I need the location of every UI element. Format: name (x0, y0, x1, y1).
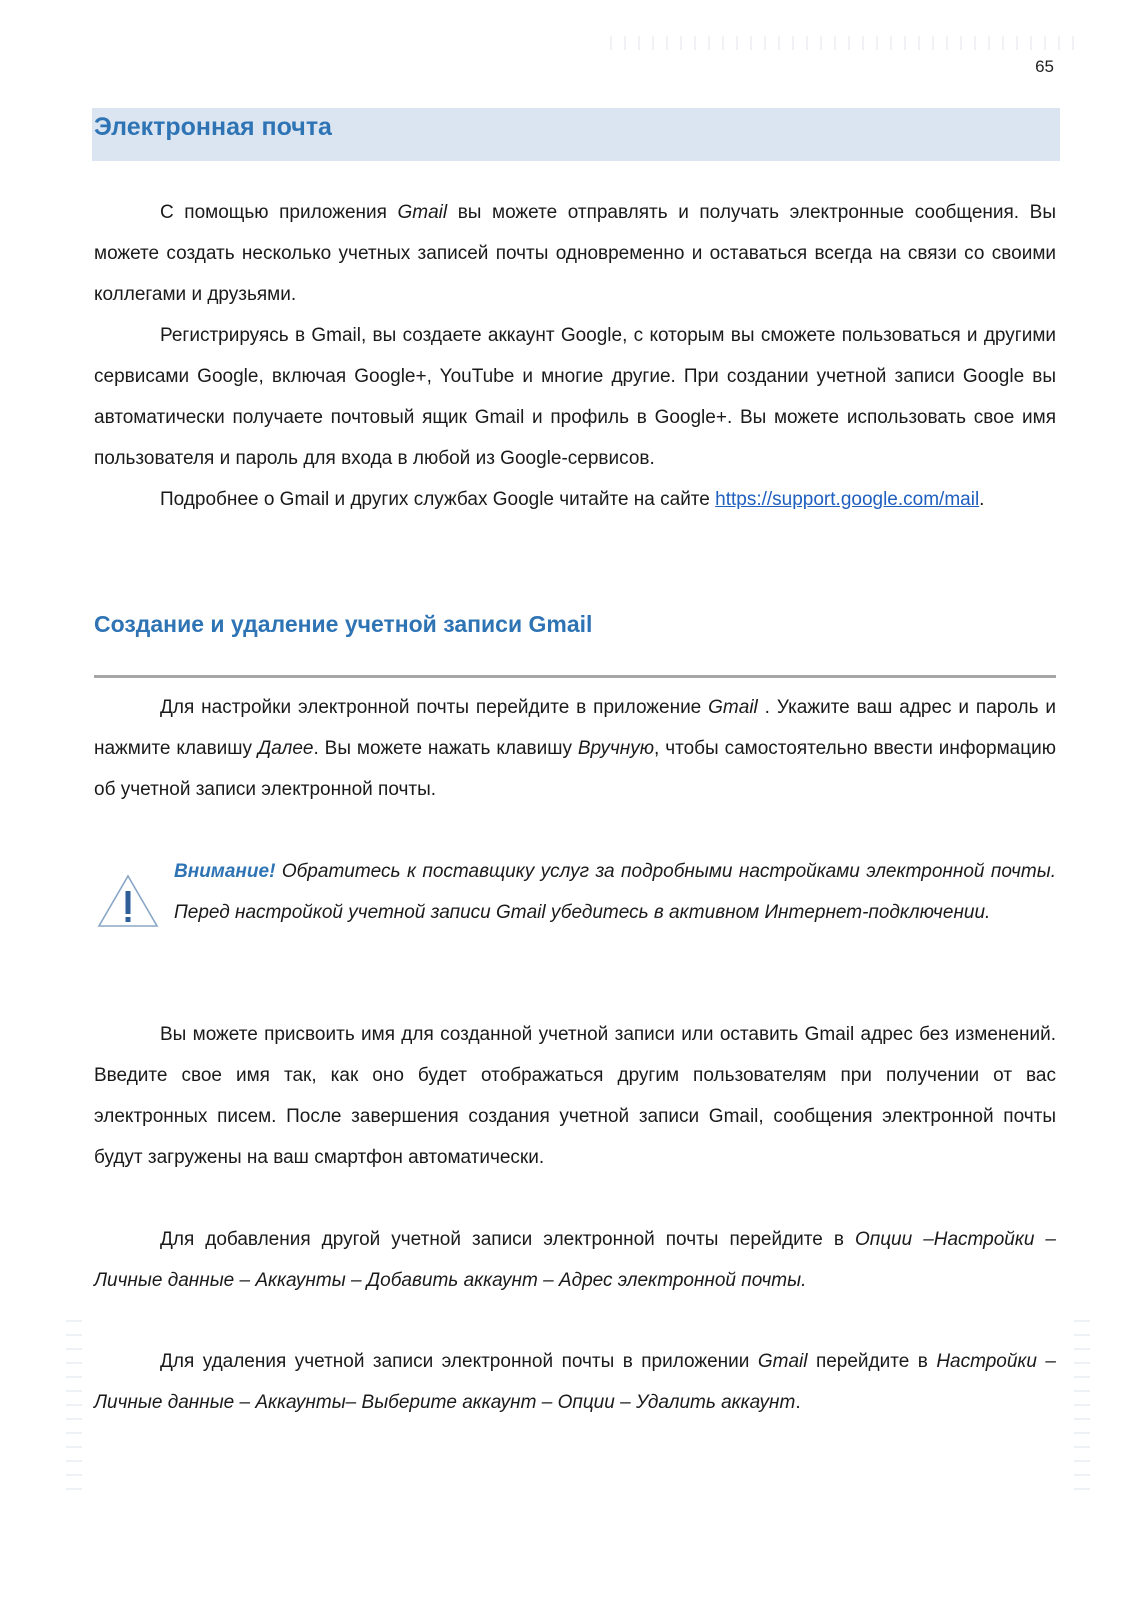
setup-paragraph: Для настройки электронной почты перейдите в приложение Gmail . Укажите ваш адрес и пароль и нажмите клавишу Далее. Вы можете нажать клавишу Вручную, чтобы самостоятельно ввести информацию об учетной записи электронной почты. (94, 697, 1057, 800)
delete-account-path: Настройки – Личные данные – Аккаунты– Выберите аккаунт – Опции – Удалить аккаунт (94, 1351, 1056, 1413)
page-number: 65 (1035, 57, 1054, 76)
intro-paragraph-3: Подробнее о Gmail и других службах Google читайте на сайте https://support.google.com/mail. (160, 489, 985, 510)
warning-label: Внимание! (174, 861, 276, 882)
decorative-pattern-right (1074, 1320, 1090, 1490)
add-account-paragraph: Для добавления другой учетной записи электронной почты перейдите в Опции –Настройки – Личные данные – Аккаунты – Добавить аккаунт – Адрес электронной почты. (94, 1229, 1056, 1291)
section-title: Электронная почта (94, 113, 332, 141)
setup-block (94, 687, 1056, 810)
subsection-divider (94, 675, 1056, 678)
decorative-pattern-top (610, 36, 1080, 50)
app-name-gmail: Gmail (397, 202, 448, 223)
intro-block (94, 192, 1056, 520)
naming-paragraph: Вы можете присвоить имя для созданной учетной записи или оставить Gmail адрес без изменений. Введите свое имя так, как оно будет отображаться другим пользователям при получении от вас электронных писем. После завершения создания учетной записи Gmail, сообщения электронной почты будут загружены на ваш смартфон автоматически. (94, 1024, 1056, 1168)
decorative-pattern-left (66, 1320, 82, 1490)
naming-block (94, 1014, 1056, 1178)
subsection-title: Создание и удаление учетной записи Gmail (94, 611, 593, 637)
support-link[interactable]: https://support.google.com/mail (715, 489, 980, 510)
add-account-path: Опции –Настройки – Личные данные – Аккаунты – Добавить аккаунт – Адрес электронной почты. (94, 1229, 1056, 1291)
add-account-block (94, 1219, 1056, 1301)
delete-account-block (94, 1341, 1056, 1423)
delete-account-paragraph: Для удаления учетной записи электронной почты в приложении Gmail перейдите в Настройки – Личные данные – Аккаунты– Выберите аккаунт – Опции – Удалить аккаунт. (94, 1351, 1056, 1413)
intro-paragraph-2: Регистрируясь в Gmail, вы создаете аккаунт Google, с которым вы сможете пользоваться и другими сервисами Google, включая Google+, YouTube и многие другие. При создании учетной записи Google вы автоматически получаете почтовый ящик Gmail и профиль в Google+. Вы можете использовать свое имя пользователя и пароль для входа в любой из Google-сервисов. (94, 325, 1056, 469)
warning-block (94, 851, 1056, 933)
warning-text: Обратитесь к поставщику услуг за подробными настройками электронной почты. Перед настройкой учетной записи Gmail убедитесь в активном Интернет-подключении. (174, 861, 1056, 923)
intro-paragraph-1: С помощью приложения Gmail вы можете отправлять и получать электронные сообщения. Вы можете создать несколько учетных записей почты одновременно и оставаться всегда на связи со своими коллегами и друзьями. (94, 202, 1056, 305)
